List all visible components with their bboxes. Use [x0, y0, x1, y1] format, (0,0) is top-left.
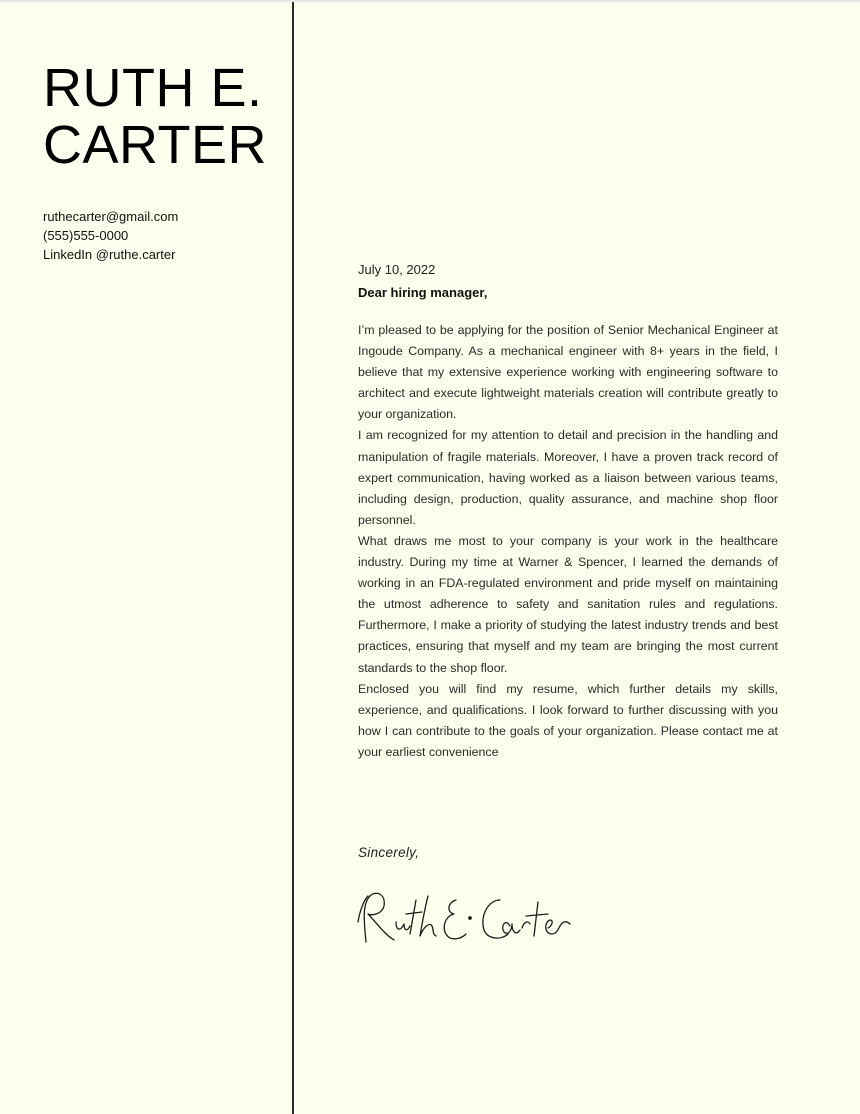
letter-body [358, 261, 778, 763]
paragraph-closing: Enclosed you will find my resume, which further details my skills, experience, and qualifications. I look forward to further discussing with you how I can contribute to the goals of your organization. Please contact me at your earliest convenience [358, 681, 778, 759]
letter-paragraphs [358, 320, 778, 763]
letter-date: July 10, 2022 [358, 262, 436, 277]
phone-text: (555)555-0000 [43, 228, 129, 243]
applicant-name [43, 60, 283, 174]
paragraph-intro: I’m pleased to be applying for the position of Senior Mechanical Engineer at Ingoude Company. As a mechanical engineer with 8+ years in the field, I believe that my extensive experience working with engineering software to architect and execute lightweight materials creation will contribute greatly to your organization. [358, 323, 778, 422]
linkedin-text[interactable]: LinkedIn @ruthe.carter [43, 247, 176, 262]
top-edge-line [0, 0, 860, 2]
salutation: Dear hiring manager, [358, 285, 488, 300]
handwritten-signature [352, 882, 582, 957]
paragraph-motivation: What draws me most to your company is your work in the healthcare industry. During my time at Warner & Spencer, I learned the demands of working in an FDA-regulated environment and pride myself on maintaining the utmost adherence to safety and sanitation rules and regulations. Furthermore, I make a priority of studying the latest industry trends and best practices, ensuring that myself and my team are bringing the most current standards to the shop floor. [358, 533, 778, 675]
paragraph-skills: I am recognized for my attention to detail and precision in the handling and manipulation of fragile materials. Moreover, I have a proven track record of expert communication, having worked as a liaison between various teams, including design, production, quality assurance, and machine shop floor personnel. [358, 428, 778, 527]
vertical-divider [292, 2, 294, 1114]
sidebar [43, 60, 283, 264]
closing-text: Sincerely, [358, 845, 420, 860]
name-line-first: RUTH E. [43, 58, 263, 118]
contact-info [43, 207, 283, 264]
name-line-last: CARTER [43, 115, 268, 175]
email-text[interactable]: ruthecarter@gmail.com [43, 209, 179, 224]
